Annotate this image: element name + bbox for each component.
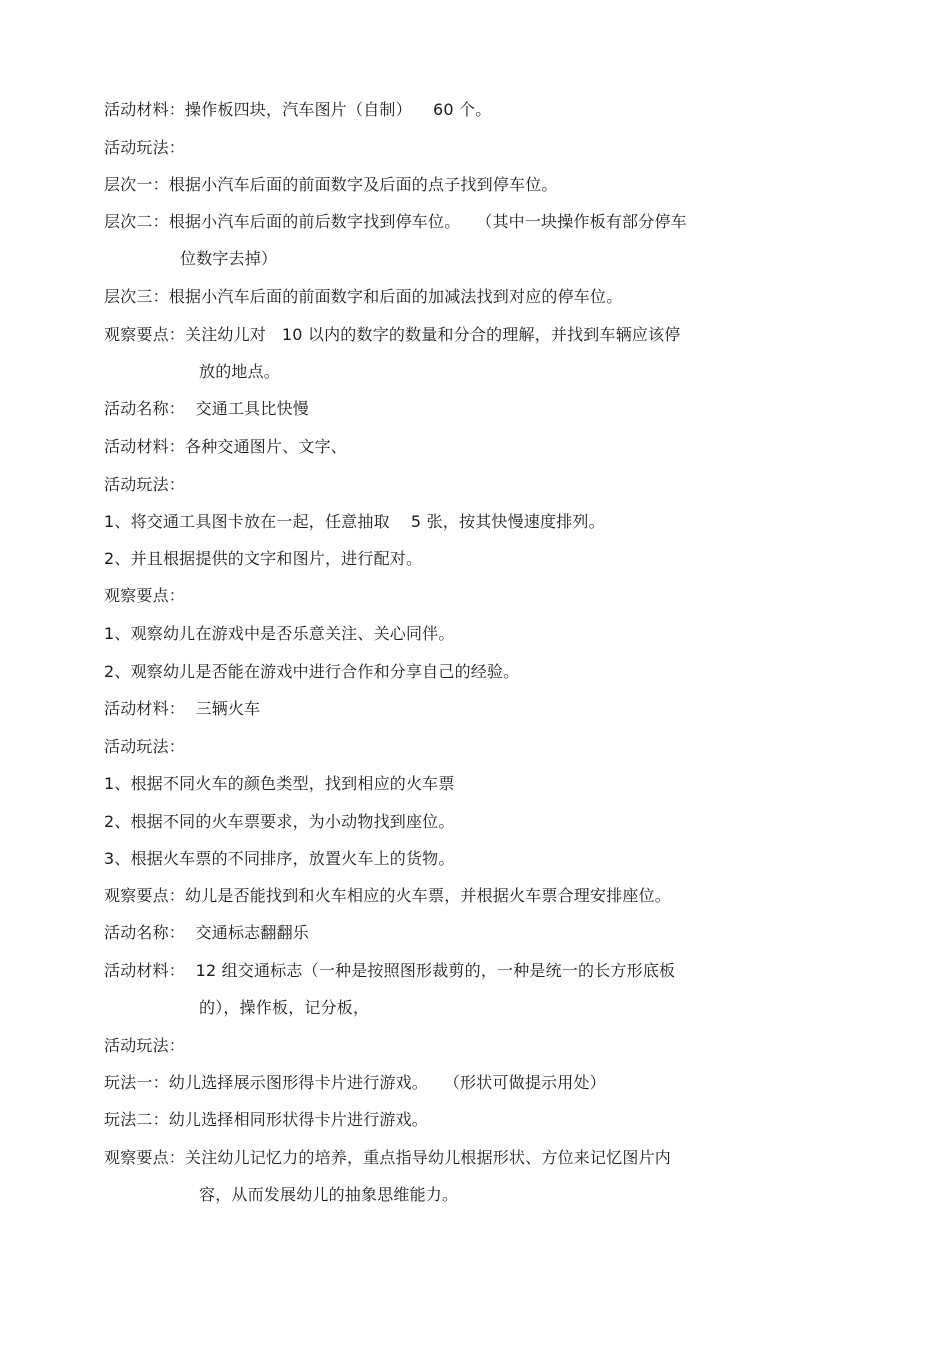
text-line: 1、根据不同火车的颜色类型，找到相应的火车票 [104, 774, 455, 793]
text-line-continuation: 容，从而发展幼儿的抽象思维能力。 [199, 1185, 459, 1204]
text-line: 观察要点：幼儿是否能找到和火车相应的火车票，并根据火车票合理安排座位。 [104, 886, 672, 905]
text-line: 层次二：根据小汽车后面的前后数字找到停车位。 （其中一块操作板有部分停车 [104, 212, 687, 231]
text-line: 玩法二：幼儿选择相同形状得卡片进行游戏。 [104, 1110, 429, 1129]
text-line: 活动玩法： [104, 737, 186, 756]
text-line-continuation: 位数字去掉） [180, 249, 278, 268]
text-line: 活动材料：各种交通图片、文字、 [104, 437, 348, 456]
text-line: 1、将交通工具图卡放在一起，任意抽取 5 张，按其快慢速度排列。 [104, 512, 605, 531]
text-line: 观察要点： [104, 586, 186, 605]
text-line: 活动材料： 12 组交通标志（一种是按照图形裁剪的，一种是统一的长方形底板 [104, 961, 676, 980]
text-line: 2、观察幼儿是否能在游戏中进行合作和分享自己的经验。 [104, 662, 520, 681]
text-line: 2、根据不同的火车票要求，为小动物找到座位。 [104, 812, 455, 831]
text-line: 活动材料：操作板四块，汽车图片（自制） 60 个。 [104, 100, 492, 119]
text-line: 活动玩法： [104, 475, 186, 494]
text-line: 2、并且根据提供的文字和图片，进行配对。 [104, 549, 423, 568]
text-line: 层次一：根据小汽车后面的前面数字及后面的点子找到停车位。 [104, 175, 558, 194]
text-line: 观察要点：关注幼儿记忆力的培养，重点指导幼儿根据形状、方位来记忆图片内 [104, 1148, 672, 1167]
text-line: 活动玩法： [104, 1036, 186, 1055]
text-line-continuation: 的），操作板，记分板， [199, 998, 370, 1017]
text-line: 层次三：根据小汽车后面的前面数字和后面的加减法找到对应的停车位。 [104, 287, 623, 306]
text-line: 玩法一：幼儿选择展示图形得卡片进行游戏。 （形状可做提示用处） [104, 1073, 606, 1092]
text-line: 活动玩法： [104, 138, 186, 157]
text-line: 活动名称： 交通工具比快慢 [104, 399, 309, 418]
text-line: 1、观察幼儿在游戏中是否乐意关注、关心同伴。 [104, 624, 455, 643]
text-line: 活动材料： 三辆火车 [104, 699, 261, 718]
text-line: 观察要点：关注幼儿对 10 以内的数字的数量和分合的理解，并找到车辆应该停 [104, 325, 681, 344]
text-line: 活动名称： 交通标志翻翻乐 [104, 923, 309, 942]
text-line-continuation: 放的地点。 [199, 362, 281, 381]
text-line: 3、根据火车票的不同排序，放置火车上的货物。 [104, 849, 455, 868]
